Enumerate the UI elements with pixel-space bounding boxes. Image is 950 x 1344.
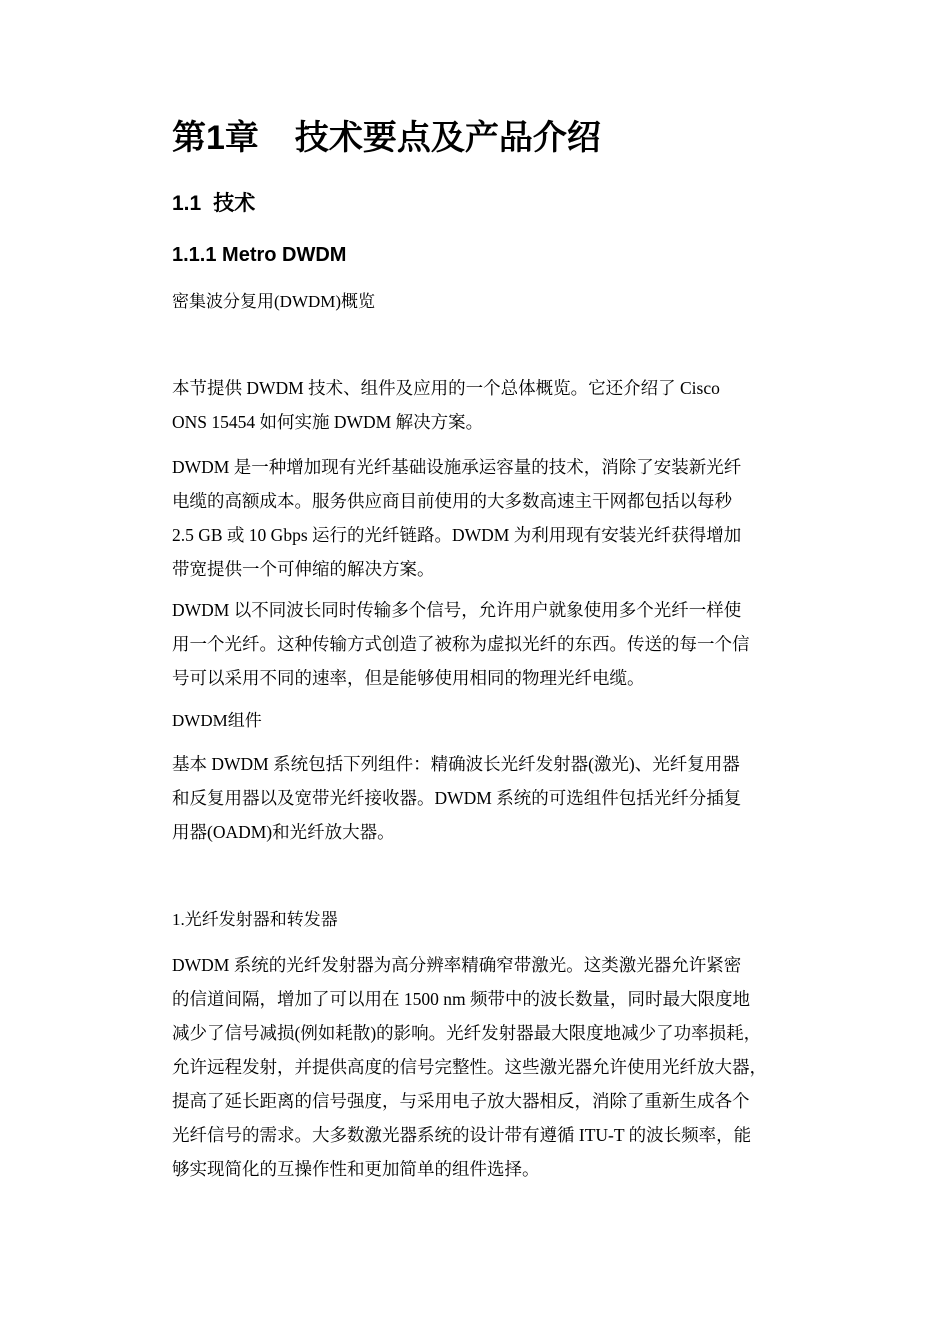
paragraph-line: 够实现简化的互操作性和更加简单的组件选择。 — [172, 1159, 540, 1179]
paragraph-line: DWDM 是一种增加现有光纤基础设施承运容量的技术，消除了安装新光纤 — [172, 457, 742, 477]
paragraph-line: 用器(OADM)和光纤放大器。 — [172, 822, 395, 842]
paragraph-line: 提高了延长距离的信号强度，与采用电子放大器相反，消除了重新生成各个 — [172, 1091, 750, 1111]
section-heading — [172, 188, 255, 220]
paragraph-line: 减少了信号减损(例如耗散)的影响。光纤发射器最大限度地减少了功率损耗， — [172, 1023, 762, 1043]
paragraph-line: 基本 DWDM 系统包括下列组件：精确波长光纤发射器(激光)、光纤复用器 — [172, 754, 740, 774]
paragraph-line: 电缆的高额成本。服务供应商目前使用的大多数高速主干网都包括以每秒 — [172, 491, 732, 511]
paragraph-line: 用一个光纤。这种传输方式创造了被称为虚拟光纤的东西。传送的每一个信 — [172, 634, 750, 654]
chapter-number: 第1章 — [172, 119, 259, 157]
chapter-title-text: 技术要点及产品介绍 — [294, 119, 601, 157]
subsection-heading: 1.1.1 Metro DWDM — [172, 244, 347, 266]
overview-heading: 密集波分复用(DWDM)概览 — [172, 292, 376, 311]
paragraph-line: 的信道间隔，增加了可以用在 1500 nm 频带中的波长数量，同时最大限度地 — [172, 989, 750, 1009]
chapter-title — [172, 116, 601, 160]
section-number: 1.1 — [172, 192, 202, 215]
paragraph-line: 光纤信号的需求。大多数激光器系统的设计带有遵循 ITU-T 的波长频率，能 — [172, 1125, 752, 1145]
paragraph-line: DWDM 以不同波长同时传输多个信号，允许用户就象使用多个光纤一样使 — [172, 600, 742, 620]
paragraph-line: DWDM 系统的光纤发射器为高分辨率精确窄带激光。这类激光器允许紧密 — [172, 955, 742, 975]
components-heading: DWDM组件 — [172, 711, 262, 730]
transmitter-heading: 1.光纤发射器和转发器 — [172, 910, 338, 929]
paragraph-line: 和反复用器以及宽带光纤接收器。DWDM 系统的可选组件包括光纤分插复 — [172, 788, 742, 808]
section-title-text: 技术 — [213, 192, 256, 215]
paragraph-line: 本节提供 DWDM 技术、组件及应用的一个总体概览。它还介绍了 Cisco — [172, 378, 720, 398]
paragraph-line: 号可以采用不同的速率，但是能够使用相同的物理光纤电缆。 — [172, 668, 645, 688]
paragraph-line: 2.5 GB 或 10 Gbps 运行的光纤链路。DWDM 为利用现有安装光纤获得增加 — [172, 525, 742, 545]
paragraph-line: ONS 15454 如何实施 DWDM 解决方案。 — [172, 412, 484, 432]
paragraph-line: 允许远程发射，并提供高度的信号完整性。这些激光器允许使用光纤放大器， — [172, 1057, 767, 1077]
paragraph-line: 带宽提供一个可伸缩的解决方案。 — [172, 559, 435, 579]
